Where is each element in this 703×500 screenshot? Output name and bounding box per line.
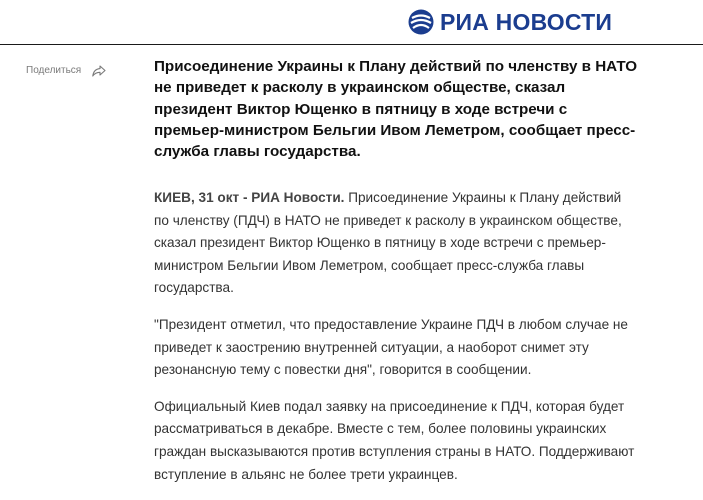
ria-logo-link[interactable] — [408, 9, 612, 35]
article-dateline: КИЕВ, 31 окт - РИА Новости. — [154, 190, 345, 205]
ria-globe-logo-icon — [408, 9, 434, 35]
paragraph-text: Присоединение Украины к Плану действий по членству (ПДЧ) в НАТО не приведет к расколу в украинском обществе, сказал президент Виктор Ющенко в пятницу в ходе встречи с премьер-министром Бельгии Ивом Леметром, сообщает пресс-служба главы государства. — [154, 190, 622, 296]
share-label: Поделиться — [26, 65, 82, 76]
article-paragraph: "Президент отметил, что предоставление Украине ПДЧ в любом случае не приведет к заострению внутренней ситуации, а наоборот снимет эту резонансную тему с повестки дня", говорится в сообщении. — [154, 316, 628, 378]
article-paragraph: Официальный Киев подал заявку на присоединение к ПДЧ, которая будет рассматриваться в декабре. Вместе с тем, более половины украинских граждан высказываются против вступления страны в НАТО. Поддерживают вступление в альянс не более трети украинцев. — [154, 398, 635, 482]
article-lead: Присоединение Украины к Плану действий по членству в НАТО не приведет к расколу в украинском обществе, сказал президент Виктор Ющенко в пятницу в ходе встречи с премьер-министром Бельгии Ивом Леметром, сообщает пресс-служба главы государства. — [154, 58, 638, 161]
article-body — [154, 187, 639, 500]
share-arrow-icon — [91, 64, 107, 78]
article-paragraph — [154, 187, 639, 300]
share-button[interactable] — [26, 64, 107, 78]
site-header — [0, 0, 703, 45]
logo-text: РИА НОВОСТИ — [440, 9, 613, 35]
